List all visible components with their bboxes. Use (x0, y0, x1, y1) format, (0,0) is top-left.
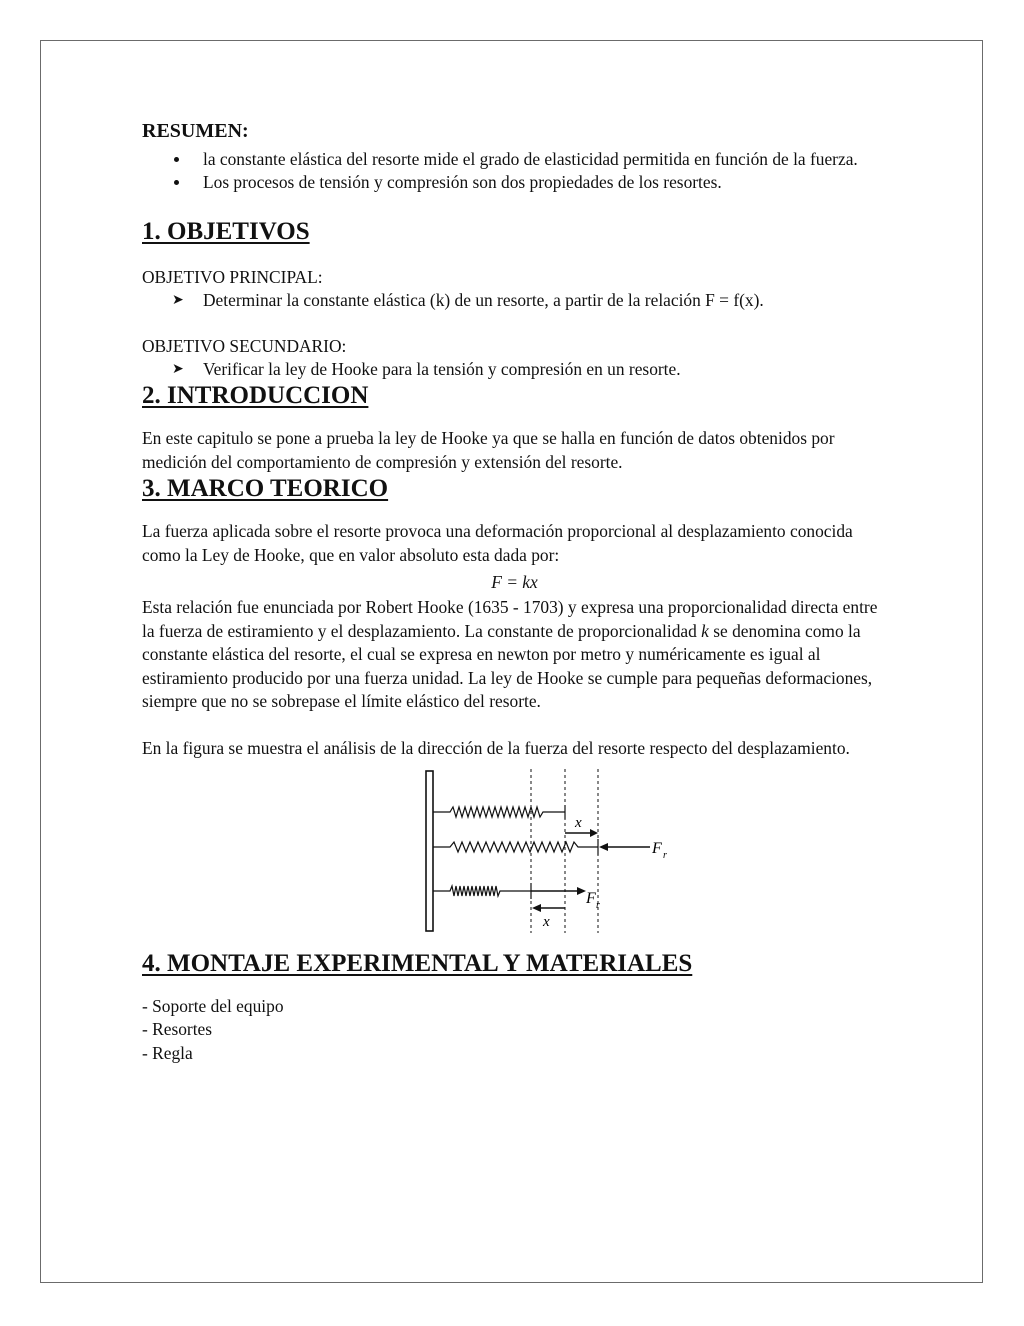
material-item: - Regla (142, 1042, 193, 1063)
objetivos-heading: 1. OBJETIVOS (142, 217, 310, 245)
document-content (142, 116, 887, 1065)
spring-figure (142, 765, 887, 937)
spring-stretched (433, 842, 598, 852)
resumen-item: la constante elástica del resorte mide el grado de elasticidad permitida en función de la fuerza. (142, 148, 887, 171)
objetivo-secundario-label: OBJETIVO SECUNDARIO: (142, 335, 347, 356)
wall-support (426, 771, 433, 931)
marco-intro: La fuerza aplicada sobre el resorte provoca una deformación proporcional al desplazamiento conocida como la Ley de Hooke, que en valor absoluto esta dada por: (142, 521, 853, 565)
spring-diagram (420, 765, 680, 937)
materials-list (142, 995, 887, 1065)
arrowhead-icon (599, 843, 608, 851)
material-item: - Resortes (142, 1019, 213, 1040)
bullet-icon (174, 180, 179, 185)
marco-figure-caption: En la figura se muestra el análisis de la dirección de la fuerza del resorte respecto del desplazamiento. (142, 737, 850, 758)
marco-heading: 3. MARCO TEORICO (142, 475, 389, 503)
label-force-subscript-bottom: r (596, 899, 600, 911)
objetivo-principal-label: OBJETIVO PRINCIPAL: (142, 266, 323, 287)
resumen-list (142, 148, 887, 195)
arrowhead-icon (590, 829, 598, 837)
spring-compressed (433, 886, 531, 896)
spring-equilibrium (433, 807, 565, 817)
marco-paragraph: Esta relación fue enunciada por Robert Hooke (1635 - 1703) y expresa una proporcionalidad directa entre la fuerza de estiramiento y el desplazamiento. La constante de proporcionalidad k se denomina como la constante elástica del resorte, el cual se expresa en newton por metro y numéricamente es igual al estiramiento producido por una fuerza unidad. La ley de Hooke se cumple para pequeñas deformaciones, siempre que no se sobrepase el límite elástico del resorte. (142, 597, 878, 712)
arrow-bullet-icon: ➤ (172, 362, 184, 378)
objetivo-item: ➤ Verificar la ley de Hooke para la tensión y compresión en un resorte. (172, 359, 681, 380)
resumen-item: Los procesos de tensión y compresión son dos propiedades de los resortes. (142, 171, 887, 194)
label-force-bottom: F (586, 889, 596, 907)
label-x-stretch: x (575, 814, 582, 831)
material-item: - Soporte del equipo (142, 995, 284, 1016)
montaje-heading: 4. MONTAJE EXPERIMENTAL Y MATERIALES (142, 949, 693, 977)
arrowhead-icon (532, 904, 541, 912)
label-force-top: F (652, 839, 662, 857)
arrow-bullet-icon: ➤ (172, 293, 184, 309)
label-x-compress: x (543, 913, 550, 930)
hooke-formula: F = kx (491, 572, 538, 593)
objetivo-principal-list (142, 289, 887, 312)
resumen-heading: RESUMEN: (142, 120, 249, 142)
introduccion-heading: 2. INTRODUCCION (142, 382, 369, 410)
label-force-subscript-top: r (663, 849, 667, 861)
objetivo-item: ➤ Determinar la constante elástica (k) de un resorte, a partir de la relación F = f(x). (172, 290, 764, 311)
bullet-icon (174, 157, 179, 162)
introduccion-text: En este capitulo se pone a prueba la ley de Hooke ya que se halla en función de datos obtenidos por medición del comportamiento de compresión y extensión del resorte. (142, 428, 835, 472)
objetivo-secundario-list (142, 358, 887, 381)
arrowhead-icon (577, 887, 586, 895)
